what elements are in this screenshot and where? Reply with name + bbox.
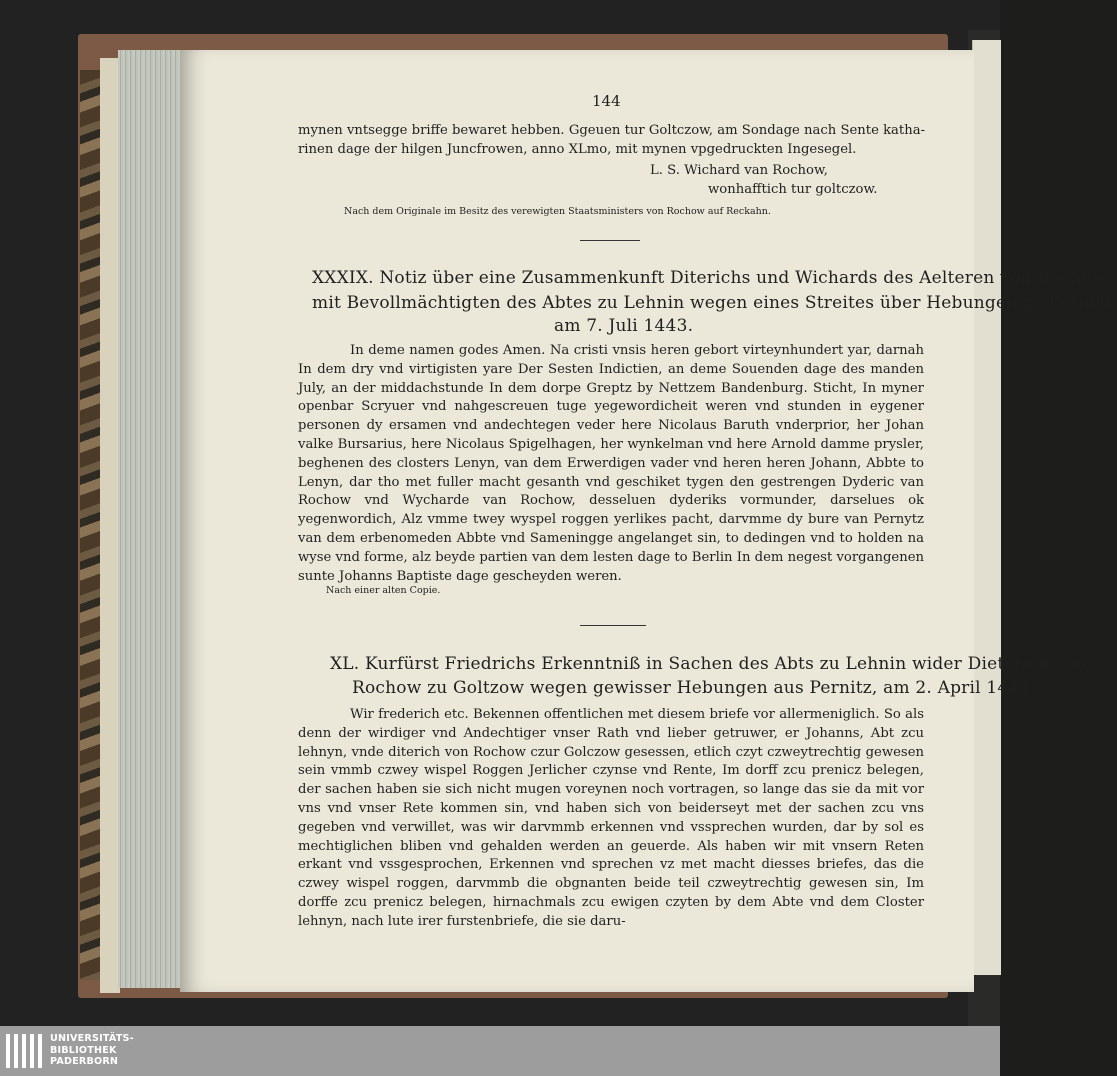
section-divider [580,625,646,626]
book-page [180,50,1117,992]
page-edges [118,50,184,988]
section-heading: am 7. Juli 1443. [554,316,694,336]
library-footer [0,1026,1000,1076]
source-note: Nach einer alten Copie. [326,585,441,596]
right-page-edge [972,40,1001,975]
text-line: rinen dage der hilgen Juncfrowen, anno XLmo, mit mynen vpgedruckten Ingesegel. [298,142,857,157]
page-number: 144 [592,92,621,110]
section-heading: XXXIX. Notiz über eine Zusammenkunft Diterichs und Wichards des Aelteren von Rochow [312,268,1107,288]
library-logo-text: UNIVERSITÄTS- BIBLIOTHEK PADERBORN [50,1033,134,1067]
source-note: Nach dem Originale im Besitz des verewigten Staatsministers von Rochow auf Reckahn. [344,206,771,217]
section-divider [580,240,640,241]
section-body: Wir frederich etc. Bekennen offentlichen met diesem briefe vor allermeniglich. So als denn der wirdiger vnd Andechtiger vnser Rath vnd lieber getruwer, er Johanns, Abt zcu lehnyn, vnde diterich von Rochow czur Golczow gesessen, etlich czyt czweytrechtig gewesen sein vmmb czwey wispel Roggen Jerlicher czynse vnd Rente, Im dorff zcu prenicz belegen, der sachen haben sie sich nicht mugen voreynen noch vortragen, so lange das sie da mit vor vns vnd vnser Rete kommen sin, vnd haben sich von beiderseyt met der sachen zcu vns gegeben vnd verwillet, was wir darvmmb erkennen vnd vssprechen wurden, dar by sol es mechtiglichen bliben vnd gehalden werden an geuerde. Als haben wir mit vnsern Reten erkant vnd vssgesprochen, Erkennen vnd sprechen vz met macht diesses briefes, das die czwey wispel roggen, darvmmb die obgnanten beide teil czweytrechtig gewesen sin, Im dorffe zcu prenicz belegen, hirnachmals zcu ewigen czyten by dem Abte vnd dem Closter lehnyn, nach lute irer furstenbriefe, die sie daru- [298,707,924,929]
section-body: In deme namen godes Amen. Na cristi vnsis heren gebort virteynhundert yar, darnah In dem dry vnd virtigisten yare Der Sesten Indictien, an deme Souenden dage des manden July, an der middachstunde In dem dorpe Greptz by Nettzem Bandenburg. Sticht, In myner openbar Scryuer vnd nahgescreuen tuge yegewordicheit weren vnd stunden in eygener personen dy ersamen vnd andechtegen veder here Nicolaus Baruth vnderprior, her Johan valke Bursarius, here Nicolaus Spigelhagen, her wynkelman vnd here Arnold damme prysler, beghenen des closters Lenyn, van dem Erwerdigen vader vnd heren heren Johann, Abbte to Lenyn, dar tho met fuller macht gesanth vnd geschiket tygen den gestrengen Dyderic van Rochow vnd Wycharde van Rochow, desseluen dyderiks vormunder, darselues ok yegenwordich, Alz vmme twey wyspel roggen yerlikes pacht, darvmme dy bure van Pernytz van dem erbenomeden Abbte vnd Sameningge angelanget sin, to dedingen vnd to holden na wyse vnd forme, alz beyde partien van dem lesten dage to Berlin In dem negest vorgangenen sunte Johanns Baptiste dage gescheyden weren. [298,343,924,584]
signature-location: wonhafftich tur goltczow. [708,182,878,197]
section-heading: XL. Kurfürst Friedrichs Erkenntniß in Sachen des Abts zu Lehnin wider Dieterich von [330,654,1087,674]
library-columns-icon [6,1034,42,1068]
section-heading: Rochow zu Goltzow wegen gewisser Hebungen aus Pernitz, am 2. April 1444. [352,678,1037,698]
section-heading: mit Bevollmächtigten des Abtes zu Lehnin wegen eines Streites über Hebungen zu Pernitz, [312,293,1117,313]
text-line: mynen vntsegge briffe bewaret hebben. Ggeuen tur Goltczow, am Sondage nach Sente katha- [298,123,926,138]
signature-line: L. S. Wichard van Rochow, [650,163,828,178]
left-leaf [100,58,120,993]
